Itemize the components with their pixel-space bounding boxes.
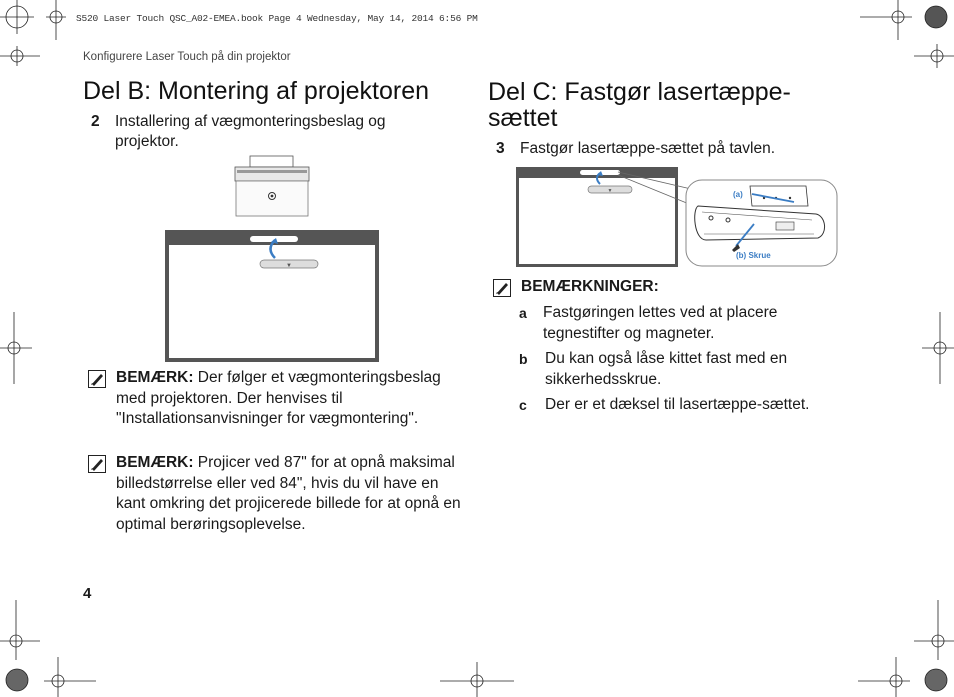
step-number: 3 [496, 140, 505, 157]
step-3 [496, 139, 856, 161]
laser-curtain-illustration [514, 164, 840, 270]
notes-heading [493, 277, 853, 299]
note-text: Der følger et vægmonteringsbeslag med projektoren. Der henvises til "Installationsanvisninger for vægmontering". [116, 369, 441, 427]
section-heading-b: Del B: Montering af projektoren [83, 77, 430, 105]
item-letter: a [519, 305, 527, 321]
step-text: Fastgør lasertæppe-sættet på tavlen. [520, 140, 776, 157]
note-2 [88, 453, 468, 557]
print-header: S520 Laser Touch QSC_A02-EMEA.book Page 4 Wednesday, May 14, 2014 6:56 PM [76, 13, 478, 24]
note-pencil-icon [88, 455, 106, 473]
item-text: Du kan også låse kittet fast med en sikkerhedsskrue. [545, 350, 788, 388]
note-1 [88, 368, 468, 450]
note-text: Projicer ved 87" for at opnå maksimal billedstørrelse eller ved 84", hvis du vil have en kant omkring det projicerede billede for at opnå en optimal berøringsoplevelse. [116, 454, 461, 533]
step-text: Installering af vægmonteringsbeslag og projektor. [115, 113, 386, 150]
svg-text:▼: ▼ [607, 188, 613, 194]
note-label: BEMÆRK: [116, 454, 194, 471]
item-letter: c [519, 397, 527, 413]
running-head: Konfigurere Laser Touch på din projektor [83, 51, 291, 63]
page-number: 4 [83, 585, 92, 602]
item-text: Der er et dæksel til lasertæppe-sættet. [545, 396, 810, 413]
svg-text:▼: ▼ [286, 263, 292, 269]
step-2 [91, 112, 451, 154]
note-item-c [519, 395, 859, 417]
note-pencil-icon [493, 279, 511, 297]
notes-label: BEMÆRKNINGER: [521, 278, 659, 295]
note-item-b [519, 349, 839, 391]
section-heading-c: Del C: Fastgør lasertæppe-sættet [488, 78, 791, 132]
note-item-a [519, 303, 839, 345]
callout-b-screw: (b) Skrue [736, 251, 771, 260]
step-number: 2 [91, 113, 100, 130]
callout-a: (a) [733, 190, 743, 199]
note-label: BEMÆRK: [116, 369, 194, 386]
projector-mount-illustration [163, 154, 383, 366]
note-pencil-icon [88, 370, 106, 388]
item-letter: b [519, 351, 528, 367]
item-text: Fastgøringen lettes ved at placere tegnestifter og magneter. [543, 304, 778, 342]
